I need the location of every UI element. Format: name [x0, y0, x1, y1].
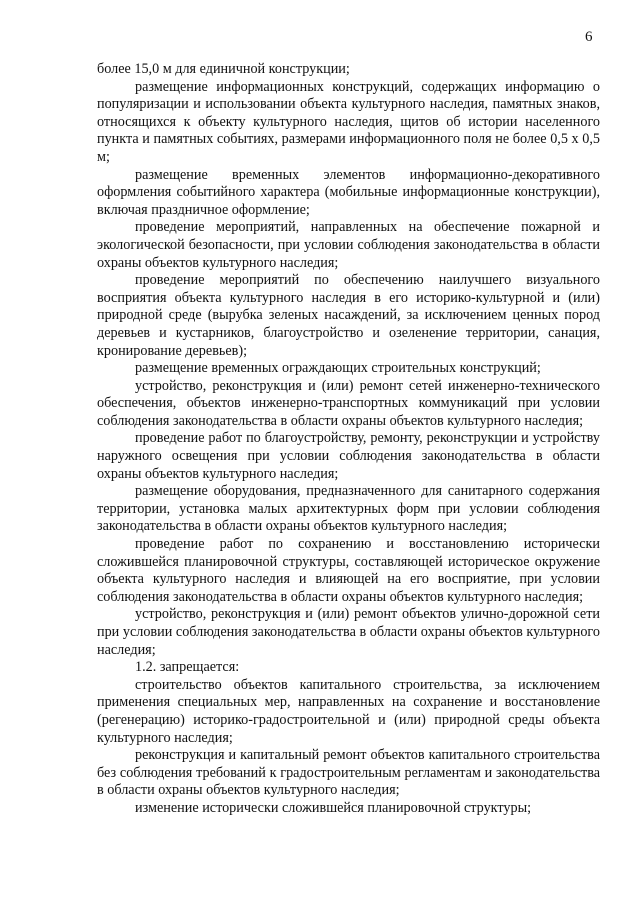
section-heading: 1.2. запрещается:	[135, 659, 240, 676]
paragraph: устройство, реконструкция и (или) ремонт сетей инженерно-технического обеспечения, объектов инженерно-транспортных коммуникаций при условии соблюдения законодательства в области охраны объектов культурного наследия;	[97, 377, 600, 429]
paragraph: изменение исторически сложившейся планировочной структуры;	[135, 799, 532, 816]
paragraph: реконструкция и капитальный ремонт объектов капитального строительства без соблюдения требований к градостроительным регламентам и законодательства в области охраны объектов культурного наследия;	[97, 747, 600, 799]
paragraph: размещение информационных конструкций, содержащих информацию о популяризации и использовании объекта культурного наследия, памятных знаков, относящихся к объекту культурного наследия, щитов об истории населенного пункта и памятных событиях, размерами информационного поля не более 0,5 х 0,5 м;	[97, 78, 600, 165]
paragraph: более 15,0 м для единичной конструкции;	[97, 61, 350, 77]
paragraph: проведение работ по благоустройству, ремонту, реконструкции и устройству наружного освещения при условии соблюдения законодательства в области охраны объектов культурного наследия;	[97, 430, 600, 482]
page-number: 6	[585, 29, 593, 45]
paragraph: проведение мероприятий, направленных на обеспечение пожарной и экологической безопасности, при условии соблюдения законодательства в области охраны объектов культурного наследия;	[97, 219, 600, 271]
paragraph: проведение мероприятий по обеспечению наилучшего визуального восприятия объекта культурного наследия в его историко-культурной и (или) природной среде (вырубка зеленых насаждений, за исключением ценных пород деревьев и кустарников, благоустройство и озеленение территории, санация, кронирование деревьев);	[97, 272, 600, 359]
paragraph: проведение работ по сохранению и восстановлению исторически сложившейся планировочной структуры, составляющей историческое окружение объекта культурного наследия и влияющей на его восприятие, при условии соблюдения законодательства в области охраны объектов культурного наследия;	[97, 536, 600, 605]
paragraph: устройство, реконструкция и (или) ремонт объектов улично-дорожной сети при условии соблюдения законодательства в области охраны объектов культурного наследия;	[97, 606, 600, 658]
document-body	[97, 61, 600, 818]
paragraph: размещение оборудования, предназначенного для санитарного содержания территории, установка малых архитектурных форм при условии соблюдения законодательства в области охраны объектов культурного наследия;	[97, 483, 600, 535]
paragraph: размещение временных элементов информационно-декоративного оформления событийного характера (мобильные информационные конструкции), включая праздничное оформление;	[97, 166, 600, 218]
paragraph: строительство объектов капитального строительства, за исключением применения специальных мер, направленных на сохранение и восстановление (регенерацию) историко-градостроительной и (или) природной среды объекта культурного наследия;	[97, 676, 600, 746]
paragraph: размещение временных ограждающих строительных конструкций;	[135, 360, 541, 377]
